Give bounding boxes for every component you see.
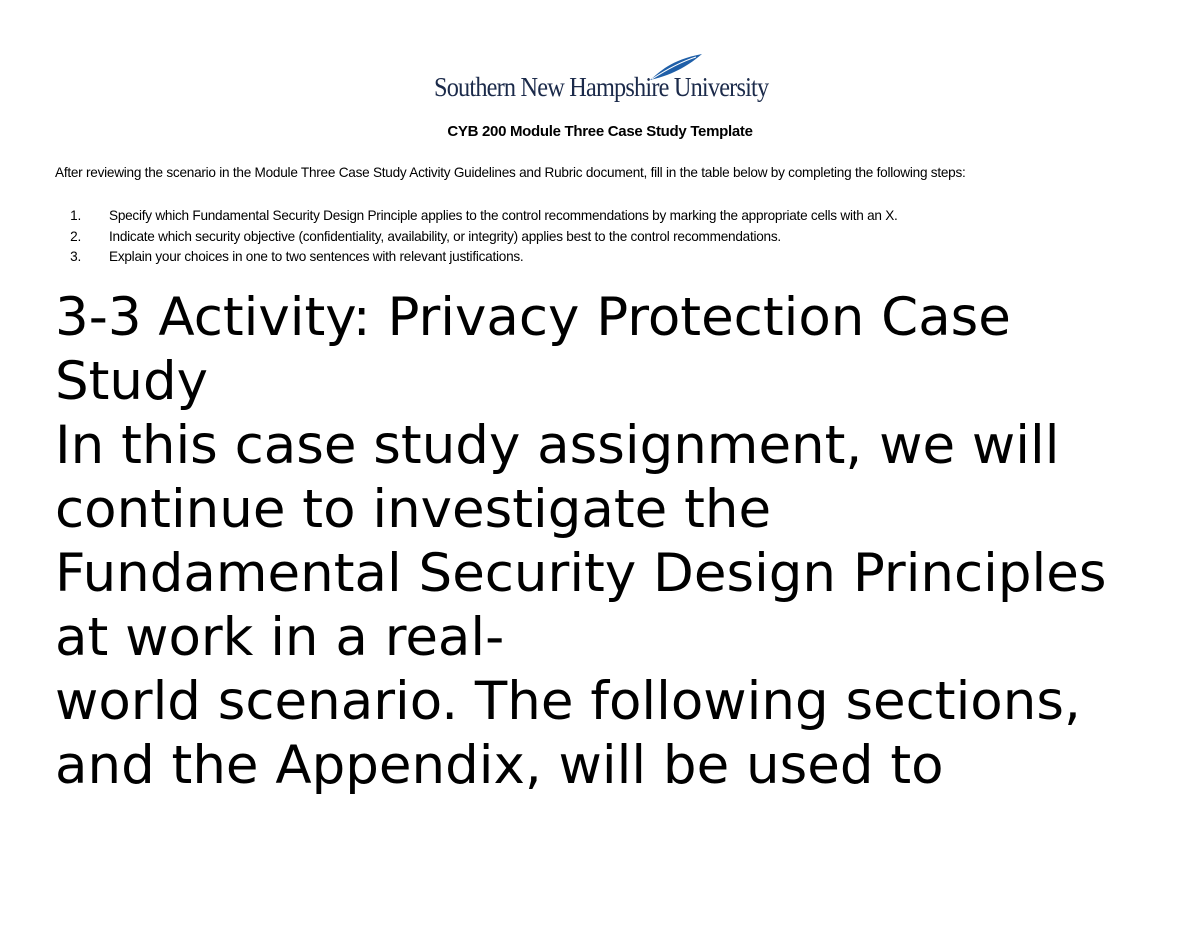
overlay-line: 3-3 Activity: Privacy Protection Case xyxy=(55,287,1011,348)
overlay-line: at work in a real- xyxy=(55,607,505,668)
intro-paragraph: After reviewing the scenario in the Module Three Case Study Activity Guidelines and Rubric document, fill in the table below by completing the following steps: xyxy=(55,165,966,180)
overlay-line: Study xyxy=(55,351,209,412)
step-number: 3. xyxy=(70,249,81,264)
steps-list xyxy=(55,206,898,268)
university-logo xyxy=(434,52,774,106)
overlay-line: and the Appendix, will be used to xyxy=(55,735,944,796)
overlay-line: In this case study assignment, we will xyxy=(55,415,1060,476)
list-item xyxy=(55,247,898,268)
document-title: CYB 200 Module Three Case Study Template xyxy=(447,123,753,140)
overlay-line: world scenario. The following sections, xyxy=(55,671,1081,732)
step-text: Indicate which security objective (confidentiality, availability, or integrity) applies best to the control recommendations. xyxy=(109,228,781,244)
overlay-line: Fundamental Security Design Principles xyxy=(55,543,1107,604)
overlay-line: continue to investigate the xyxy=(55,479,772,540)
step-text: Explain your choices in one to two sentences with relevant justifications. xyxy=(109,249,524,264)
step-number: 1. xyxy=(70,208,81,223)
logo-wordmark: Southern New Hampshire University xyxy=(434,72,769,102)
list-item xyxy=(55,227,898,248)
overlay-heading-text xyxy=(55,286,1195,798)
step-number: 2. xyxy=(70,228,81,244)
list-item xyxy=(55,206,898,227)
step-text: Specify which Fundamental Security Design Principle applies to the control recommendations by marking the appropriate cells with an X. xyxy=(109,208,898,223)
